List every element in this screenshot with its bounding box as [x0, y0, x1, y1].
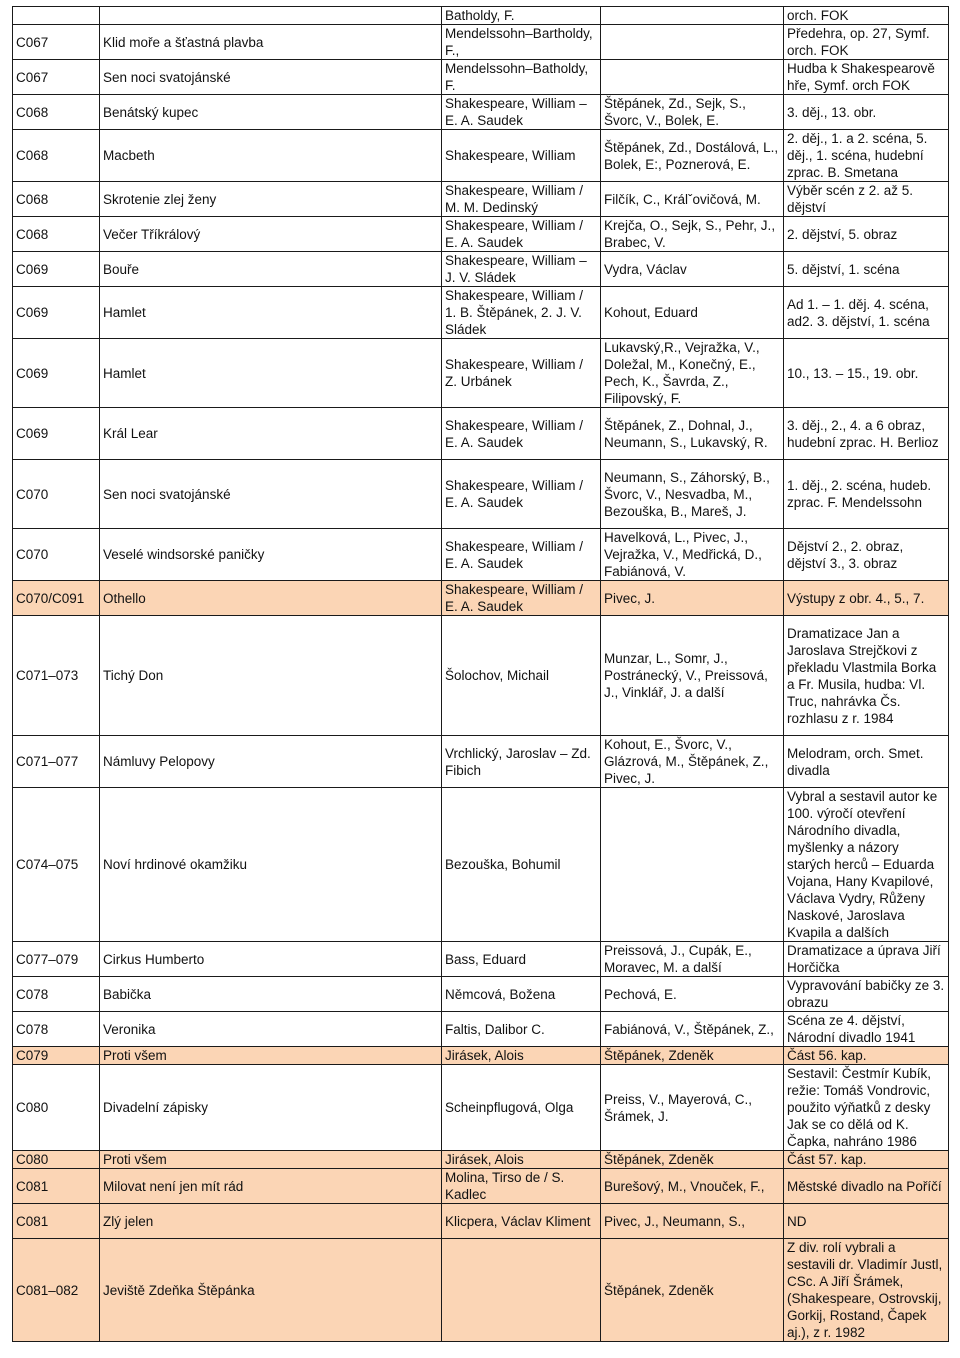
author: Batholdy, F.	[442, 7, 601, 25]
performers: Štěpánek, Zdeněk	[601, 1239, 784, 1342]
author: Klicpera, Václav Kliment	[442, 1204, 601, 1239]
catalog-code: C069	[13, 408, 100, 460]
author: Scheinpflugová, Olga	[442, 1065, 601, 1151]
table-row	[13, 581, 949, 616]
record-title: Klid moře a šťastná plavba	[100, 25, 442, 60]
performers: Burešový, M., Vnouček, F.,	[601, 1169, 784, 1204]
note: 10., 13. – 15., 19. obr.	[784, 339, 949, 408]
author: Shakespeare, William / E. A. Saudek	[442, 217, 601, 252]
author: Shakespeare, William / Z. Urbánek	[442, 339, 601, 408]
author: Shakespeare, William	[442, 130, 601, 182]
author: Shakespeare, William / E. A. Saudek	[442, 581, 601, 616]
table-row	[13, 1239, 949, 1342]
record-title: Večer Tříkrálový	[100, 217, 442, 252]
note: ND	[784, 1204, 949, 1239]
catalog-code: C077–079	[13, 942, 100, 977]
record-title: Hamlet	[100, 339, 442, 408]
catalog-code: C069	[13, 339, 100, 408]
table-row	[13, 736, 949, 788]
table-row	[13, 977, 949, 1012]
table-row	[13, 942, 949, 977]
catalog-code: C069	[13, 252, 100, 287]
table-row	[13, 529, 949, 581]
performers: Havelková, L., Pivec, J., Vejražka, V., Medřická, D., Fabiánová, V.	[601, 529, 784, 581]
record-title: Námluvy Pelopovy	[100, 736, 442, 788]
note: Melodram, orch. Smet. divadla	[784, 736, 949, 788]
record-title: Tichý Don	[100, 616, 442, 736]
note: Sestavil: Čestmír Kubík, režie: Tomáš Vondrovic, použito výňatků z desky Jak se co dělá od K. Čapka, nahráno 1986	[784, 1065, 949, 1151]
table-row	[13, 460, 949, 529]
table-row	[13, 1065, 949, 1151]
catalog-code	[13, 7, 100, 25]
performers: Fabiánová, V., Štěpánek, Z.,	[601, 1012, 784, 1047]
table-row	[13, 7, 949, 25]
catalog-code: C081	[13, 1204, 100, 1239]
catalog-code: C078	[13, 977, 100, 1012]
catalog-code: C081	[13, 1169, 100, 1204]
author: Bass, Eduard	[442, 942, 601, 977]
record-title: Veronika	[100, 1012, 442, 1047]
record-title: Sen noci svatojánské	[100, 460, 442, 529]
table-row	[13, 408, 949, 460]
performers: Neumann, S., Záhorský, B., Švorc, V., Nesvadba, M., Bezouška, B., Mareš, J.	[601, 460, 784, 529]
author: Faltis, Dalibor C.	[442, 1012, 601, 1047]
author: Jirásek, Alois	[442, 1047, 601, 1065]
note: Dramatizace Jan a Jaroslava Strejčkovi z překladu Vlastmila Borka a Fr. Musila, hudba: Vl. Truc, nahrávka Čs. rozhlasu z r. 1984	[784, 616, 949, 736]
record-title: Skrotenie zlej ženy	[100, 182, 442, 217]
performers	[601, 25, 784, 60]
note: Výběr scén z 2. až 5. dějství	[784, 182, 949, 217]
table-row	[13, 287, 949, 339]
note: 2. dějství, 5. obraz	[784, 217, 949, 252]
catalog-code: C080	[13, 1151, 100, 1169]
table-row	[13, 95, 949, 130]
catalog-code: C080	[13, 1065, 100, 1151]
note: 2. děj., 1. a 2. scéna, 5. děj., 1. scéna, hudební zprac. B. Smetana	[784, 130, 949, 182]
performers: Filčík, C., Králˇovičová, M.	[601, 182, 784, 217]
note: Dějství 2., 2. obraz, dějství 3., 3. obraz	[784, 529, 949, 581]
performers: Krejča, O., Sejk, S., Pehr, J., Brabec, V.	[601, 217, 784, 252]
author: Mendelssohn–Bartholdy, F.,	[442, 25, 601, 60]
note: Výstupy z obr. 4., 5., 7.	[784, 581, 949, 616]
performers	[601, 60, 784, 95]
performers: Štěpánek, Zd., Dostálová, L., Bolek, E:, Poznerová, E.	[601, 130, 784, 182]
table-row	[13, 339, 949, 408]
table-row	[13, 616, 949, 736]
note: Z div. rolí vybrali a sestavili dr. Vladimír Justl, CSc. A Jiří Šrámek, (Shakespeare, Ostrovskij, Gorkij, Rostand, Čapek aj.), z r. 1982	[784, 1239, 949, 1342]
author: Shakespeare, William / E. A. Saudek	[442, 408, 601, 460]
performers: Pechová, E.	[601, 977, 784, 1012]
performers: Pivec, J., Neumann, S.,	[601, 1204, 784, 1239]
catalog-code: C068	[13, 182, 100, 217]
performers: Štěpánek, Z., Dohnal, J., Neumann, S., Lukavský, R.	[601, 408, 784, 460]
record-title: Hamlet	[100, 287, 442, 339]
record-title: Milovat není jen mít rád	[100, 1169, 442, 1204]
author: Shakespeare, William / M. M. Dedinský	[442, 182, 601, 217]
performers: Kohout, E., Švorc, V., Glázrová, M., Štěpánek, Z., Pivec, J.	[601, 736, 784, 788]
author	[442, 1239, 601, 1342]
note: 3. děj., 13. obr.	[784, 95, 949, 130]
record-title: Veselé windsorské paničky	[100, 529, 442, 581]
note: Vybral a sestavil autor ke 100. výročí otevření Národního divadla, myšlenky a názory starých herců – Eduarda Vojana, Hany Kvapilové, Václava Vydry, Růženy Naskové, Jaroslava Kvapila a dalších	[784, 788, 949, 942]
author: Němcová, Božena	[442, 977, 601, 1012]
record-title: Sen noci svatojánské	[100, 60, 442, 95]
performers: Pivec, J.	[601, 581, 784, 616]
author: Molina, Tirso de / S. Kadlec	[442, 1169, 601, 1204]
performers: Kohout, Eduard	[601, 287, 784, 339]
note: Dramatizace a úprava Jiří Horčička	[784, 942, 949, 977]
catalog-code: C078	[13, 1012, 100, 1047]
note: 3. děj., 2., 4. a 6 obraz, hudební zprac. H. Berlioz	[784, 408, 949, 460]
note: Část 57. kap.	[784, 1151, 949, 1169]
note: 1. děj., 2. scéna, hudeb. zprac. F. Mendelssohn	[784, 460, 949, 529]
table-row	[13, 25, 949, 60]
catalog-code: C079	[13, 1047, 100, 1065]
note: 5. dějství, 1. scéna	[784, 252, 949, 287]
note: Městské divadlo na Poříčí	[784, 1169, 949, 1204]
table-row	[13, 182, 949, 217]
record-title: Divadelní zápisky	[100, 1065, 442, 1151]
catalog-body	[13, 7, 949, 1342]
table-row	[13, 130, 949, 182]
author: Shakespeare, William / 1. B. Štěpánek, 2. J. V. Sládek	[442, 287, 601, 339]
record-title: Macbeth	[100, 130, 442, 182]
performers: Lukavský,R., Vejražka, V., Doležal, M., Konečný, E., Pech, K., Šavrda, Z., Filipovský, F.	[601, 339, 784, 408]
catalog-code: C068	[13, 217, 100, 252]
catalog-code: C071–073	[13, 616, 100, 736]
note: Scéna ze 4. dějství, Národní divadlo 1941	[784, 1012, 949, 1047]
note: Část 56. kap.	[784, 1047, 949, 1065]
author: Shakespeare, William / E. A. Saudek	[442, 529, 601, 581]
table-row	[13, 788, 949, 942]
note: Hudba k Shakespearově hře, Symf. orch FOK	[784, 60, 949, 95]
catalog-table	[12, 6, 949, 1342]
performers	[601, 788, 784, 942]
record-title: Babička	[100, 977, 442, 1012]
catalog-code: C070	[13, 529, 100, 581]
table-row	[13, 1047, 949, 1065]
author: Mendelssohn–Batholdy, F.	[442, 60, 601, 95]
table-row	[13, 1169, 949, 1204]
performers: Munzar, L., Somr, J., Postránecký, V., Preissová, J., Vinklář, J. a další	[601, 616, 784, 736]
record-title: Král Lear	[100, 408, 442, 460]
table-row	[13, 217, 949, 252]
performers: Preissová, J., Cupák, E., Moravec, M. a další	[601, 942, 784, 977]
record-title: Proti všem	[100, 1151, 442, 1169]
table-row	[13, 60, 949, 95]
author: Shakespeare, William – E. A. Saudek	[442, 95, 601, 130]
record-title: Bouře	[100, 252, 442, 287]
author: Jirásek, Alois	[442, 1151, 601, 1169]
author: Shakespeare, William – J. V. Sládek	[442, 252, 601, 287]
record-title: Cirkus Humberto	[100, 942, 442, 977]
performers: Preiss, V., Mayerová, C., Šrámek, J.	[601, 1065, 784, 1151]
catalog-code: C069	[13, 287, 100, 339]
catalog-code: C081–082	[13, 1239, 100, 1342]
performers: Štěpánek, Zdeněk	[601, 1151, 784, 1169]
note: Vypravování babičky ze 3. obrazu	[784, 977, 949, 1012]
catalog-code: C068	[13, 130, 100, 182]
table-row	[13, 1151, 949, 1169]
performers: Štěpánek, Zdeněk	[601, 1047, 784, 1065]
catalog-code: C071–077	[13, 736, 100, 788]
record-title: Jeviště Zdeňka Štěpánka	[100, 1239, 442, 1342]
catalog-code: C068	[13, 95, 100, 130]
catalog-code: C074–075	[13, 788, 100, 942]
catalog-code: C067	[13, 60, 100, 95]
table-row	[13, 252, 949, 287]
catalog-code: C070	[13, 460, 100, 529]
record-title: Proti všem	[100, 1047, 442, 1065]
author: Shakespeare, William / E. A. Saudek	[442, 460, 601, 529]
catalog-code: C067	[13, 25, 100, 60]
record-title: Noví hrdinové okamžiku	[100, 788, 442, 942]
record-title	[100, 7, 442, 25]
performers	[601, 7, 784, 25]
author: Vrchlický, Jaroslav – Zd. Fibich	[442, 736, 601, 788]
note: Ad 1. – 1. děj. 4. scéna, ad2. 3. dějství, 1. scéna	[784, 287, 949, 339]
author: Bezouška, Bohumil	[442, 788, 601, 942]
performers: Vydra, Václav	[601, 252, 784, 287]
table-row	[13, 1012, 949, 1047]
note: orch. FOK	[784, 7, 949, 25]
author: Šolochov, Michail	[442, 616, 601, 736]
catalog-code: C070/C091	[13, 581, 100, 616]
table-row	[13, 1204, 949, 1239]
record-title: Benátský kupec	[100, 95, 442, 130]
record-title: Othello	[100, 581, 442, 616]
performers: Štěpánek, Zd., Sejk, S., Švorc, V., Bolek, E.	[601, 95, 784, 130]
note: Předehra, op. 27, Symf. orch. FOK	[784, 25, 949, 60]
record-title: Zlý jelen	[100, 1204, 442, 1239]
